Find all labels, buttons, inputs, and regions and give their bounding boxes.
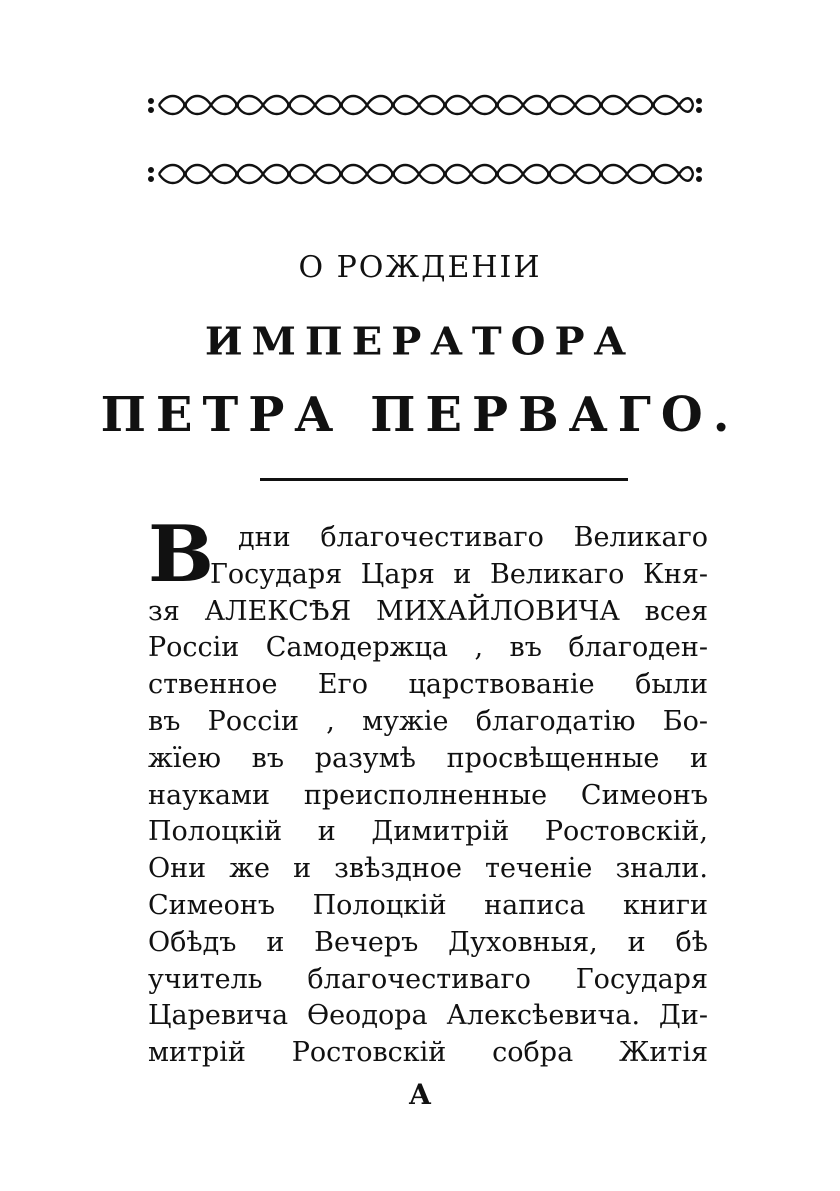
text-line: о дни благочестиваго Великаго xyxy=(192,522,708,553)
ornament-border-bottom xyxy=(145,159,705,189)
text-line: Царевича Ѳеодора Алексѣевича. Ди- xyxy=(148,1000,708,1032)
body-paragraph xyxy=(148,509,708,1072)
ornament-border-top xyxy=(145,90,705,120)
title-line-3: ПЕТРА ПЕРВАГО. xyxy=(100,387,740,443)
section-divider xyxy=(260,478,628,481)
signature-mark: А xyxy=(408,1078,432,1111)
text-line: Симеонъ Полоцкій написа книги xyxy=(148,889,708,921)
text-line: науками преисполненные Симеонъ xyxy=(148,779,708,811)
text-line: въ Россіи , мужіе благодатію Бо- xyxy=(148,705,708,737)
text-line: Они же и звѣздное теченіе знали. xyxy=(148,853,708,885)
text-line: зя АЛЕКСѢЯ МИХАЙЛОВИЧА всея xyxy=(148,595,708,627)
text-line: Россіи Самодержца , въ благоден- xyxy=(148,632,708,664)
text-line: Обѣдъ и Вечеръ Духовныя, и бѣ xyxy=(148,926,708,958)
drop-cap: В xyxy=(148,509,214,600)
title-line-2: ИМПЕРАТОРА xyxy=(204,319,636,364)
text-line: митрій Ростовскій собра Житія xyxy=(148,1037,708,1069)
text-line: Государя Царя и Великаго Кня- xyxy=(210,558,708,590)
text-line: учитель благочестиваго Государя xyxy=(148,963,708,995)
text-line: Полоцкій и Димитрій Ростовскій, xyxy=(148,816,708,848)
title-line-1: О РОЖДЕНІИ xyxy=(298,250,542,285)
text-line: ственное Его царствованіе были xyxy=(148,669,708,701)
chain-ornament-icon xyxy=(145,159,705,189)
chain-ornament-icon xyxy=(145,90,705,120)
text-line: жїею въ разумѣ просвѣщенные и xyxy=(148,742,708,774)
